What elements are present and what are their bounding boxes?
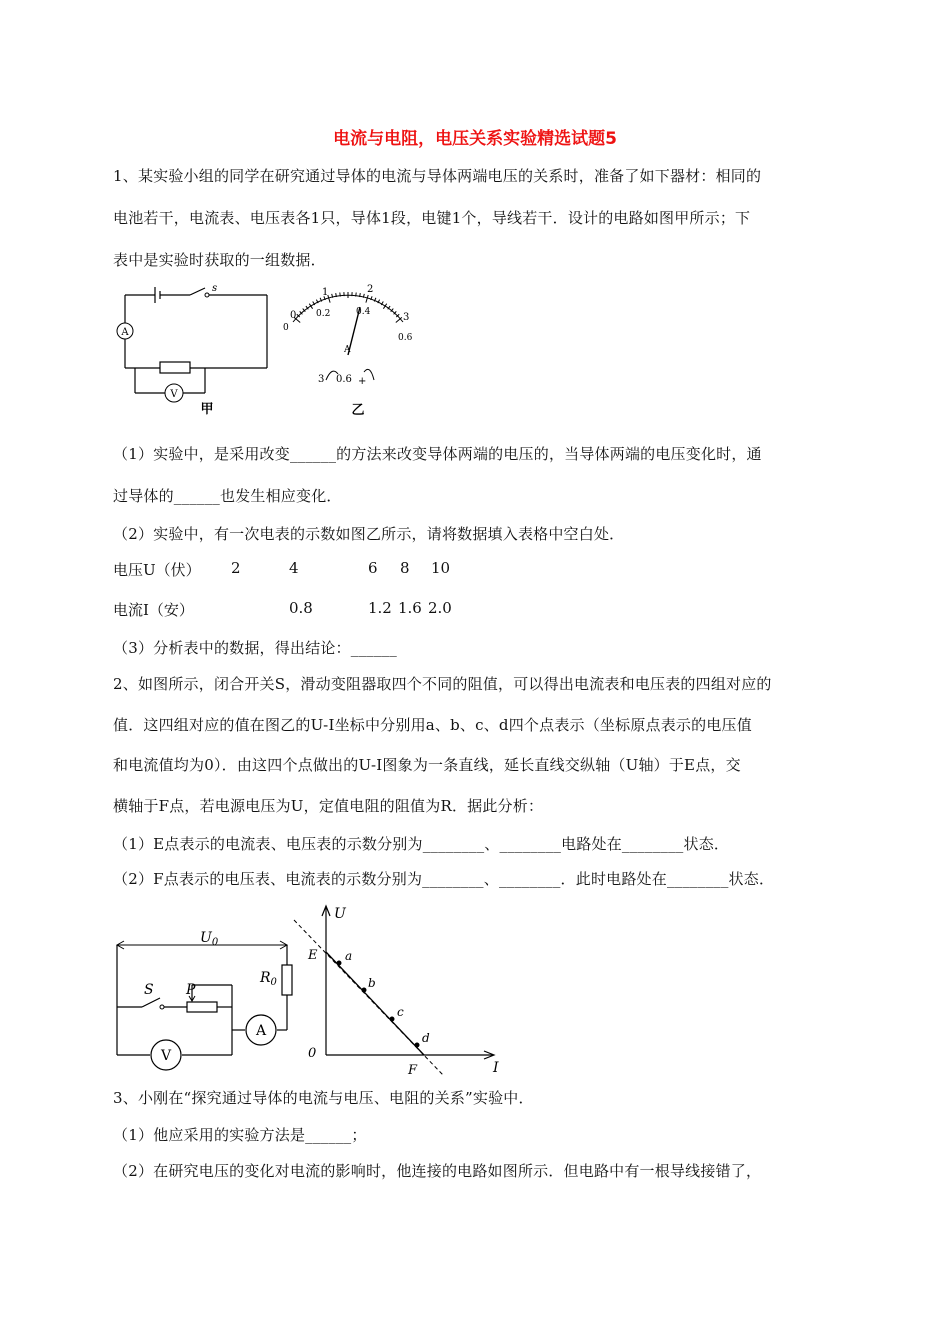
- q2-text-line-1: 2、如图所示，闭合开关S，滑动变阻器取四个不同的阻值，可以得出电流表和电压表的四组对应的: [113, 675, 772, 693]
- table-cell: 0.8: [289, 599, 313, 617]
- q1-sub1-line-2: 过导体的______也发生相应变化．: [113, 487, 342, 505]
- q2-circuit-figure: [112, 930, 302, 1064]
- slider-p-label: P: [186, 982, 196, 998]
- q1-sub3: （3）分析表中的数据，得出结论：______: [113, 639, 397, 657]
- resistor-r0: [282, 965, 292, 995]
- r0-label: [259, 970, 278, 988]
- q2-sub1: （1）E点表示的电流表、电压表的示数分别为________、________电路处在________状态．: [113, 835, 730, 853]
- q2-text-line-4: 横轴于F点，若电源电压为U，定值电阻的阻值为R．据此分析：: [113, 797, 544, 815]
- meter-figure-yi: [278, 280, 418, 420]
- scale-tick: [366, 295, 368, 303]
- voltmeter-label: V: [160, 1048, 172, 1064]
- terminal-3: 3: [318, 374, 325, 385]
- q3-sub1: （1）他应采用的实验方法是______；: [113, 1126, 367, 1144]
- q3-sub2: （2）在研究电压的变化对电流的影响时，他连接的电路如图所示．但电路中有一根导线接错了，: [113, 1162, 762, 1180]
- meter-unit-label: A: [344, 345, 351, 355]
- point-a-label: a: [345, 949, 353, 963]
- table-cell: 10: [431, 559, 451, 577]
- document-title: 电流与电阻，电压关系实验精选试题5: [333, 129, 617, 149]
- ammeter-label: A: [121, 327, 129, 338]
- meter-scale-ticks: [294, 292, 402, 323]
- u0-label: [200, 930, 219, 948]
- q2-text-line-2: 值．这四组对应的值在图乙的U-I坐标中分别用a、b、c、d四个点表示（坐标原点表示的电压值: [113, 716, 752, 734]
- scale-bottom-3: 0.6: [398, 333, 413, 343]
- table-cell: 4: [289, 559, 299, 577]
- q2-text-line-3: 和电流值均为0）．由这四个点做出的U-I图象为一条直线，延长直线交纵轴（U轴）于E点，交: [113, 756, 741, 774]
- u0-label-main: U: [200, 930, 212, 946]
- q1-sub2: （2）实验中，有一次电表的示数如图乙所示，请将数据填入表格中空白处．: [113, 525, 625, 543]
- point-c-label: c: [397, 1005, 404, 1019]
- scale-bottom-2: 0.4: [356, 307, 371, 317]
- point-d: [415, 1043, 420, 1048]
- table-cell: 1.6: [398, 599, 422, 617]
- table-row-voltage-label: 电压U（伏）: [113, 561, 201, 579]
- scale-bottom-0: 0: [283, 323, 289, 333]
- terminal-plus: +: [358, 376, 367, 387]
- rheostat: [187, 1002, 217, 1012]
- scale-top-2: 2: [367, 284, 374, 295]
- q2-ui-graph: [298, 900, 508, 1078]
- point-d-label: d: [422, 1031, 430, 1045]
- switch-s-label: S: [144, 982, 154, 998]
- point-b: [362, 988, 367, 993]
- u-axis-label: U: [334, 906, 346, 922]
- point-a: [337, 961, 342, 966]
- point-f-label: F: [408, 1063, 418, 1078]
- table-cell: 2: [231, 559, 241, 577]
- point-b-label: b: [368, 976, 376, 990]
- scale-top-3: 3: [403, 312, 410, 323]
- q3-text-line-1: 3、小刚在“探究通过导体的电流与电压、电阻的关系”实验中．: [113, 1089, 534, 1107]
- r0-label-main: R: [260, 970, 271, 986]
- switch-s-contact: [160, 1005, 164, 1009]
- q2-sub2: （2）F点表示的电压表、电流表的示数分别为________、________．此时电路处在________状态．: [113, 870, 775, 888]
- point-e-label: E: [308, 948, 318, 963]
- conductor-resistor: [160, 362, 190, 373]
- q1-text-line-3: 表中是实验时获取的一组数据．: [113, 251, 326, 269]
- scale-top-1: 1: [322, 287, 329, 298]
- u0-label-sub: 0: [211, 937, 219, 948]
- table-cell: 1.2: [368, 599, 392, 617]
- ammeter-label: A: [255, 1023, 267, 1039]
- terminal-0-6: 0.6: [336, 374, 352, 385]
- table-cell: 8: [400, 559, 410, 577]
- q1-sub1-line-1: （1）实验中，是采用改变______的方法来改变导体两端的电压的，当导体两端的电压变化时，通: [113, 445, 762, 463]
- ui-line: [326, 952, 424, 1055]
- scale-top-0: 0: [290, 310, 297, 321]
- table-cell: 2.0: [428, 599, 452, 617]
- origin-label: 0: [308, 1046, 317, 1061]
- switch-label: s: [212, 283, 218, 294]
- figure-jia-caption: 甲: [200, 402, 214, 417]
- q1-text-line-1: 1、某实验小组的同学在研究通过导体的电流与导体两端电压的关系时，准备了如下器材：相同的: [113, 167, 762, 185]
- q1-text-line-2: 电池若干，电流表、电压表各1只，导体1段，电键1个，导线若干．设计的电路如图甲所示；下: [113, 209, 751, 227]
- table-row-current-label: 电流I（安）: [113, 601, 194, 619]
- scale-bottom-1: 0.2: [316, 309, 331, 319]
- i-axis-label: I: [493, 1060, 499, 1076]
- figure-yi-caption: 乙: [351, 403, 365, 418]
- voltmeter-label: V: [170, 389, 178, 400]
- table-cell: 6: [368, 559, 378, 577]
- switch-contact: [205, 293, 209, 297]
- r0-label-sub: 0: [270, 977, 277, 988]
- point-c: [390, 1017, 395, 1022]
- circuit-figure-jia: [110, 283, 280, 418]
